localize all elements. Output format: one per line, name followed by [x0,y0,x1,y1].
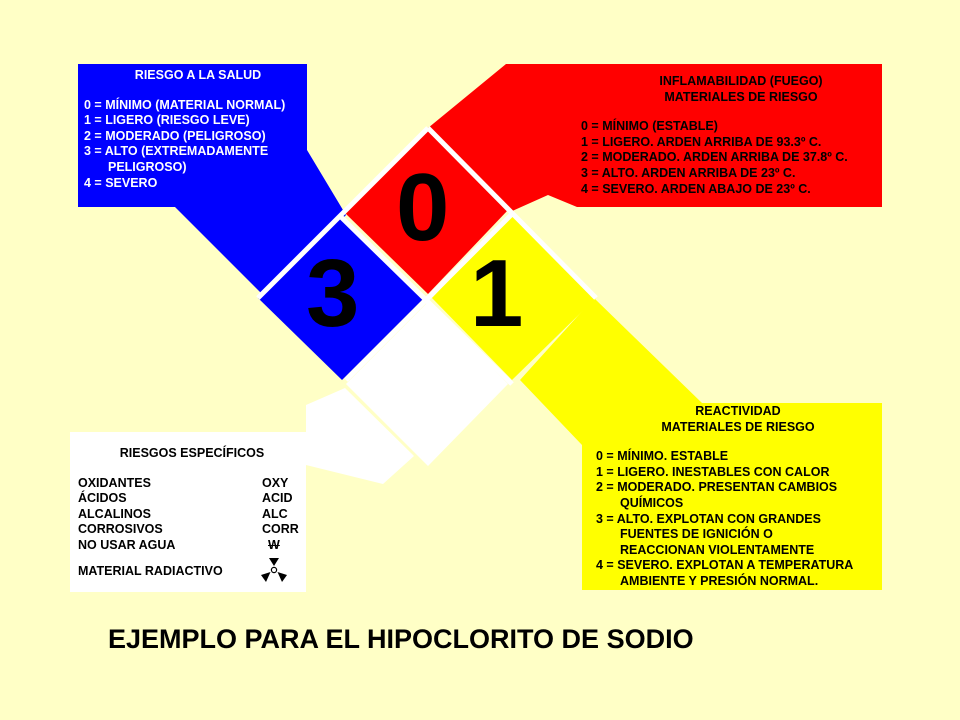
special-row [78,507,306,523]
reactivity-item: FUENTES DE IGNICIÓN O [620,527,773,542]
fire-legend [581,74,881,197]
special-legend [78,446,306,586]
reactivity-item: AMBIENTE Y PRESIÓN NORMAL. [620,573,819,588]
special-label: ALCALINOS [78,506,151,521]
radiation-icon [262,564,306,587]
special-label: ÁCIDOS [78,491,127,506]
special-row [78,538,306,554]
reactivity-item: 4 = SEVERO. EXPLOTAN A TEMPERATURA [596,558,854,573]
special-label: OXIDANTES [78,475,151,490]
fire-item: 0 = MÍNIMO (ESTABLE) [581,119,718,134]
special-row [78,491,306,507]
health-item: 2 = MODERADO (PELIGROSO) [84,128,266,143]
health-item: 1 = LIGERO (RIESGO LEVE) [84,113,250,128]
health-item: 4 = SEVERO [84,175,158,190]
no-water-code: W [268,537,280,552]
fire-item: 3 = ALTO. ARDEN ARRIBA DE 23º C. [581,165,796,180]
special-label: NO USAR AGUA [78,537,176,552]
special-code: OXY [262,475,289,490]
fire-item: 2 = MODERADO. ARDEN ARRIBA DE 37.8º C. [581,150,848,165]
special-row [78,522,306,538]
special-title: RIESGOS ESPECÍFICOS [119,446,265,460]
special-code: ALC [262,506,288,521]
reactivity-rating: 1 [470,240,524,347]
special-code: ACID [262,491,293,506]
fire-subtitle: MATERIALES DE RIESGO [664,89,818,104]
reactivity-title: REACTIVIDAD [695,404,781,418]
fire-title: INFLAMABILIDAD (FUEGO) [659,74,823,88]
reactivity-item: QUÍMICOS [620,495,684,510]
reactivity-item: 2 = MODERADO. PRESENTAN CAMBIOS [596,480,838,495]
special-code: CORR [262,522,299,537]
fire-item: 4 = SEVERO. ARDEN ABAJO DE 23º C. [581,181,811,196]
health-legend [84,68,312,191]
special-row [78,564,306,587]
health-title: RIESGO A LA SALUD [134,68,262,82]
fire-item: 1 = LIGERO. ARDEN ARRIBA DE 93.3º C. [581,134,822,149]
health-item: 3 = ALTO (EXTREMADAMENTE [84,144,269,159]
caption: EJEMPLO PARA EL HIPOCLORITO DE SODIO [108,624,694,654]
health-item: 0 = MÍNIMO (MATERIAL NORMAL) [84,97,286,112]
radioactive-label: MATERIAL RADIACTIVO [78,563,223,578]
reactivity-item: 3 = ALTO. EXPLOTAN CON GRANDES [596,511,821,526]
health-rating: 3 [306,240,360,347]
fire-rating: 0 [396,154,450,261]
reactivity-legend [596,404,880,590]
health-item: PELIGROSO) [108,159,187,174]
reactivity-item: REACCIONAN VIOLENTAMENTE [620,542,815,557]
reactivity-subtitle: MATERIALES DE RIESGO [661,419,815,434]
reactivity-item: 1 = LIGERO. INESTABLES CON CALOR [596,464,830,479]
reactivity-item: 0 = MÍNIMO. ESTABLE [596,449,729,464]
special-label: CORROSIVOS [78,522,163,537]
special-row [78,476,306,492]
